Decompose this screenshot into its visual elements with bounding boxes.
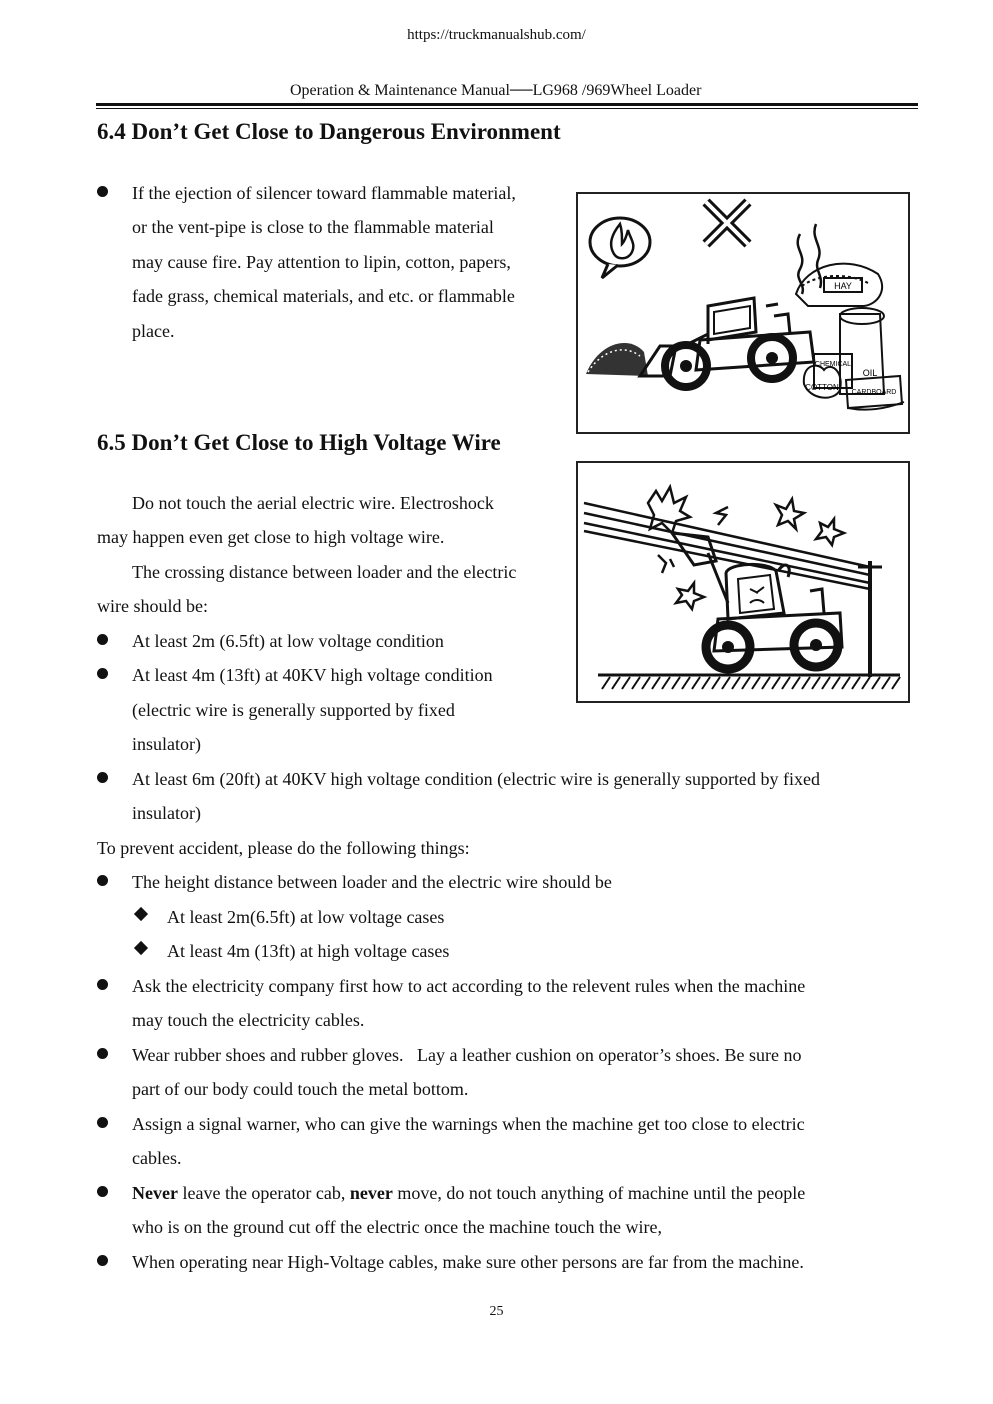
s64-bullet-line-5: place. <box>132 321 175 341</box>
prevent-item-1-sub-2: At least 4m (13ft) at high voltage cases <box>167 941 450 961</box>
prevent-item-1: The height distance between loader and the electric wire should be <box>132 872 612 892</box>
s65-bullet-3-line-1: At least 6m (20ft) at 40KV high voltage condition (electric wire is generally supported by fixed <box>132 769 820 789</box>
prevent-item-4-line-2: cables. <box>132 1148 182 1168</box>
bullet-dot <box>97 1245 111 1259</box>
high-voltage-hazard-illustration <box>576 461 910 703</box>
page-number: 25 <box>489 1304 504 1319</box>
bullet-dot <box>97 865 111 879</box>
s64-bullet-line-3: may cause fire. Pay attention to lipin, cotton, papers, <box>132 252 511 272</box>
source-url: https://truckmanualshub.com/ <box>407 27 586 43</box>
bullet-dot <box>97 969 111 983</box>
section-6-5-title: 6.5 Don’t Get Close to High Voltage Wire <box>97 430 501 455</box>
never-emphasis: Never <box>132 1183 178 1203</box>
s64-bullet-line-2: or the vent-pipe is close to the flammable material <box>132 217 494 237</box>
prevent-item-3-line-2: part of our body could touch the metal bottom. <box>132 1079 469 1099</box>
loader-wheels <box>665 337 793 387</box>
dirt-pile <box>586 343 648 376</box>
header-rule-thick <box>96 103 918 106</box>
label-oil: OIL <box>862 368 878 378</box>
prevent-item-5-text-b: move, do not touch anything of machine until the people <box>392 1183 806 1203</box>
never-emphasis: never <box>349 1183 393 1203</box>
label-cotton: COTTON <box>805 383 839 392</box>
diamond-bullet <box>133 900 151 918</box>
s65-bullet-3-line-2: insulator) <box>132 803 201 823</box>
bullet-dot <box>97 1038 111 1052</box>
bullet-dot <box>97 762 111 776</box>
loader-wheels <box>706 623 838 669</box>
prevent-item-5-line-1 <box>132 1176 916 1211</box>
header-rule-thin <box>96 108 918 109</box>
prevent-item-1-sub-1: At least 2m(6.5ft) at low voltage cases <box>167 907 445 927</box>
label-cardboard: CARDBOARD <box>851 389 897 396</box>
s65-para1-line-1: Do not touch the aerial electric wire. Electroshock <box>132 493 494 513</box>
s65-bullet-2-line-3: insulator) <box>132 734 201 754</box>
bullet-dot <box>97 658 111 672</box>
s65-para2-line-2: wire should be: <box>97 596 208 616</box>
prevent-item-5-line-2: who is on the ground cut off the electric once the machine touch the wire, <box>132 1217 662 1237</box>
label-chemical: CHEMICAL <box>814 361 852 368</box>
diamond-bullet <box>133 934 151 952</box>
prevent-item-4-line-1: Assign a signal warner, who can give the warnings when the machine get too close to electric <box>132 1114 805 1134</box>
bullet-dot <box>97 1107 111 1121</box>
section-6-4-title: 6.4 Don’t Get Close to Dangerous Environment <box>97 119 561 144</box>
prevent-item-3-line-1: Wear rubber shoes and rubber gloves. Lay a leather cushion on operator’s shoes. Be sure no <box>132 1045 802 1065</box>
flammable-hazard-illustration <box>576 192 910 434</box>
prevent-item-5-text-a: leave the operator cab, <box>177 1183 350 1203</box>
s65-para2-line-1: The crossing distance between loader and the electric <box>132 562 517 582</box>
s64-bullet-line-4: fade grass, chemical materials, and etc. or flammable <box>132 286 515 306</box>
s65-bullet-2-line-1: At least 4m (13ft) at 40KV high voltage condition <box>132 665 493 685</box>
prevent-item-2-line-2: may touch the electricity cables. <box>132 1010 365 1030</box>
running-header: Operation & Maintenance Manual──LG968 /969Wheel Loader <box>290 82 702 99</box>
label-hay: HAY <box>834 281 852 291</box>
bullet-dot <box>97 624 111 638</box>
bullet-dot <box>97 1176 111 1190</box>
prevent-item-6: When operating near High-Voltage cables, make sure other persons are far from the machine. <box>132 1252 804 1272</box>
fire-warning-bubble-icon <box>590 218 650 278</box>
ground-hatch <box>598 675 900 689</box>
s65-para1-line-2: may happen even get close to high voltage wire. <box>97 527 445 547</box>
s64-bullet-line-1: If the ejection of silencer toward flammable material, <box>132 183 516 203</box>
prevent-intro: To prevent accident, please do the following things: <box>97 838 470 858</box>
s65-bullet-1: At least 2m (6.5ft) at low voltage condition <box>132 631 444 651</box>
bullet-dot <box>97 176 111 190</box>
s65-bullet-2-line-2: (electric wire is generally supported by fixed <box>132 700 455 720</box>
prohibited-x-icon <box>706 202 748 244</box>
prevent-item-2-line-1: Ask the electricity company first how to act according to the relevent rules when the machine <box>132 976 806 996</box>
